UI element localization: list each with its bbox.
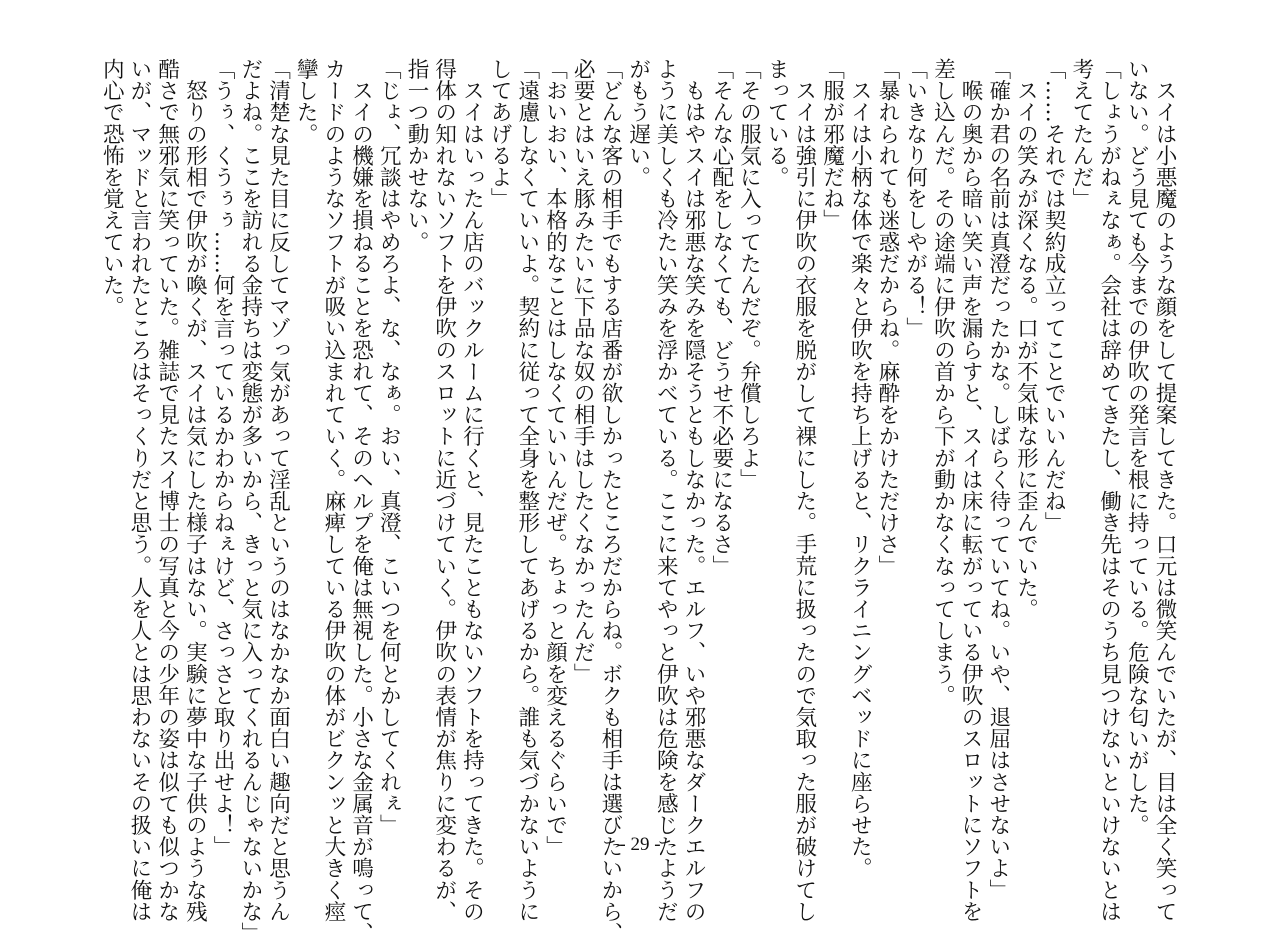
- text-line: 必要とはいえ豚みたいに下品な奴の相手はしたくなかったんだ」: [570, 58, 596, 685]
- text-line: 差し込んだ。その途端に伊吹の首から下が動かなくなってしまう。: [930, 58, 956, 706]
- text-line: ように美しくも冷たい笑みを浮かべている。ここに来てやっと伊吹は危険を感じたようだ: [653, 58, 679, 922]
- text-line: 「暴れられても迷惑だからね。麻酔をかけただけさ」: [874, 58, 900, 577]
- text-line: だよね。ここを訪れる金持ちは変態が多いから、きっと気に入ってくれるんじゃないかな」: [237, 58, 263, 944]
- page-number: - 29 -: [619, 834, 661, 855]
- text-line: 内心で恐怖を覚えていた。: [99, 58, 125, 318]
- text-line: スイは強引に伊吹の衣服を脱がして裸にした。手荒に扱ったので気取った服が破けてし: [791, 58, 817, 922]
- text-line: 怒りの形相で伊吹が喚くが、スイは気にした様子はない。実験に夢中な子供のような残: [182, 58, 208, 922]
- text-line: がもう遅い。: [625, 58, 651, 188]
- text-line: 「その服気に入ってたんだぞ。弁償しろよ」: [736, 58, 762, 490]
- text-line: スイの笑みが深くなる。口が不気味な形に歪んでいた。: [1013, 58, 1039, 620]
- text-line: もはやスイは邪悪な笑みを隠そうともしなかった。エルフ、いや邪悪なダークエルフの: [681, 58, 707, 922]
- text-line: 得体の知れないソフトを伊吹のスロットに近づけていく。伊吹の表情が焦りに変わるが、: [431, 58, 457, 922]
- text-line: いない。どう見ても今までの伊吹の発言を根に持っている。危険な匂いがした。: [1124, 58, 1150, 836]
- text-line: まっている。: [764, 58, 790, 188]
- text-line: 「うぅ、くうぅぅ……何を言っているかわからねぇけど、さっさと取り出せよ！」: [210, 58, 236, 858]
- text-line: 「……それでは契約成立ってことでいいんだね」: [1041, 58, 1067, 534]
- text-line: 指一つ動かせない。: [404, 58, 430, 253]
- text-line: 「遠慮しなくていいよ。契約に従って全身を整形してあげるから。誰も気づかないように: [514, 58, 540, 922]
- text-line: 「じょ、冗談はやめろよ、な、なぁ。おい、真澄、こいつを何とかしてくれぇ」: [376, 58, 402, 836]
- text-line: 酷さで無邪気に笑っていた。雑誌で見たスイ博士の写真と今の少年の姿は似ても似つかな: [154, 58, 180, 922]
- text-line: 「清楚な見た目に反してマゾっ気があって淫乱というのはなかなか面白い趣向だと思うん: [265, 58, 291, 922]
- text-line: スイは小悪魔のような顔をして提案してきた。口元は微笑んでいたが、目は全く笑って: [1152, 58, 1177, 922]
- text-line: 考えてたんだ」: [1068, 58, 1094, 210]
- text-line: 攣した。: [293, 58, 319, 145]
- text-line: いが、マッドと言われたところはそっくりだと思う。人を人とは思わないその扱いに俺は: [126, 58, 152, 922]
- text-line: スイは小柄な体で楽々と伊吹を持ち上げると、リクライニングベッドに座らせた。: [847, 58, 873, 879]
- text-line: 「どんな客の相手でもする店番が欲しかったところだからね。ボクも相手は選びたいから、: [597, 58, 623, 944]
- text-line: 「服が邪魔だね」: [819, 58, 845, 231]
- text-line: 「いきなり何をしやがる！」: [902, 58, 928, 339]
- text-line: 「しょうがねぇなぁ。会社は辞めてきたし、働き先はそのうち見つけないといけないとは: [1096, 58, 1122, 922]
- text-line: スイはいったん店のバックルームに行くと、見たこともないソフトを持ってきた。その: [459, 58, 485, 922]
- text-line: カードのようなソフトが吸い込まれていく。麻痺している伊吹の体がビクンッと大きく痙: [320, 58, 346, 922]
- text-line: 「確か君の名前は真澄だったかな。しばらく待っていてね。いや、退屈はさせないよ」: [985, 58, 1011, 901]
- text-line: スイの機嫌を損ねることを恐れて、そのヘルプを俺は無視した。小さな金属音が鳴って、: [348, 58, 374, 944]
- text-line: 「おいおい、本格的なことはしなくていいんだぜ。ちょっと顔を変えるぐらいで」: [542, 58, 568, 858]
- text-line: してあげるよ」: [487, 58, 513, 210]
- text-line: 「そんな心配をしなくても、どうせ不必要になるさ」: [708, 58, 734, 577]
- text-line: 喉の奥から暗い笑い声を漏らすと、スイは床に転がっている伊吹のスロットにソフトを: [958, 58, 984, 922]
